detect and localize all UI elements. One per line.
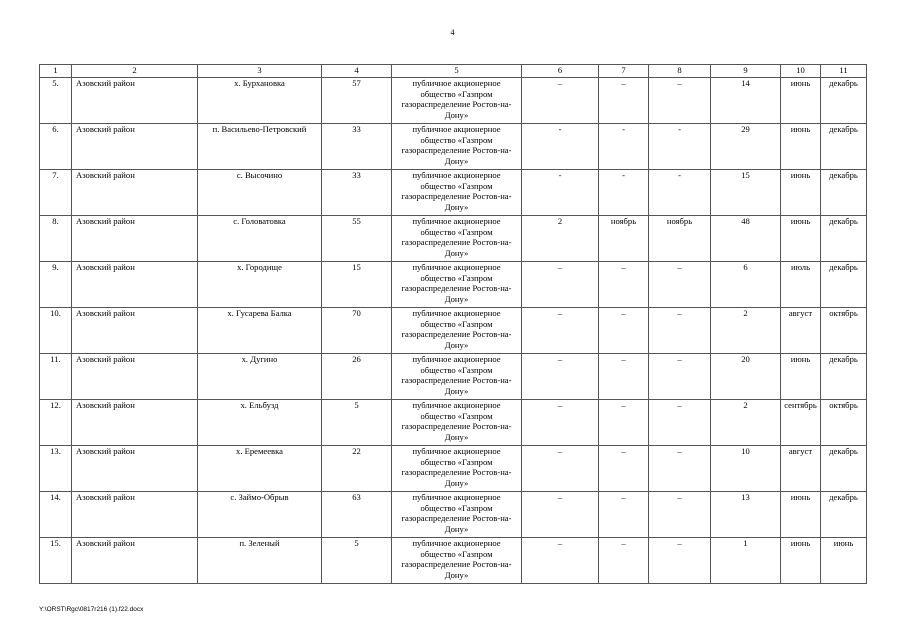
end-month-cell: декабрь [821, 124, 867, 170]
settlement-cell: с. Высочино [198, 170, 322, 216]
col9-cell: 29 [711, 124, 781, 170]
organization-cell: публичное акционерное общество «Газпром газораспределение Ростов-на-Дону» [392, 262, 522, 308]
col7-cell: – [599, 492, 649, 538]
end-month-cell: декабрь [821, 170, 867, 216]
col7-cell: – [599, 446, 649, 492]
district-cell: Азовский район [72, 308, 198, 354]
col7-cell: – [599, 354, 649, 400]
col8-cell: – [649, 78, 711, 124]
table-row [40, 170, 867, 216]
table-row [40, 216, 867, 262]
district-cell: Азовский район [72, 262, 198, 308]
settlement-cell: х. Еремеевка [198, 446, 322, 492]
start-month-cell: июнь [781, 124, 821, 170]
col9-cell: 13 [711, 492, 781, 538]
organization-cell: публичное акционерное общество «Газпром газораспределение Ростов-на-Дону» [392, 216, 522, 262]
col6-cell: – [522, 354, 599, 400]
district-cell: Азовский район [72, 354, 198, 400]
count-cell: 33 [322, 170, 392, 216]
row-number-cell: 9. [40, 262, 72, 308]
table-row [40, 538, 867, 584]
end-month-cell: декабрь [821, 446, 867, 492]
table-row [40, 262, 867, 308]
start-month-cell: июнь [781, 216, 821, 262]
end-month-cell: октябрь [821, 308, 867, 354]
district-cell: Азовский район [72, 170, 198, 216]
column-header: 8 [649, 65, 711, 78]
col7-cell: ноябрь [599, 216, 649, 262]
column-header: 6 [522, 65, 599, 78]
table-row [40, 308, 867, 354]
organization-cell: публичное акционерное общество «Газпром газораспределение Ростов-на-Дону» [392, 170, 522, 216]
count-cell: 26 [322, 354, 392, 400]
table-row [40, 446, 867, 492]
col7-cell: – [599, 78, 649, 124]
col9-cell: 2 [711, 308, 781, 354]
count-cell: 33 [322, 124, 392, 170]
organization-cell: публичное акционерное общество «Газпром газораспределение Ростов-на-Дону» [392, 78, 522, 124]
col8-cell: - [649, 124, 711, 170]
count-cell: 5 [322, 400, 392, 446]
row-number-cell: 10. [40, 308, 72, 354]
column-header: 4 [322, 65, 392, 78]
col7-cell: – [599, 400, 649, 446]
schedule-table [39, 64, 867, 584]
start-month-cell: сентябрь [781, 400, 821, 446]
organization-cell: публичное акционерное общество «Газпром газораспределение Ростов-на-Дону» [392, 354, 522, 400]
col6-cell: - [522, 124, 599, 170]
settlement-cell: п. Васильево-Петровский [198, 124, 322, 170]
start-month-cell: июнь [781, 538, 821, 584]
district-cell: Азовский район [72, 216, 198, 262]
column-header: 10 [781, 65, 821, 78]
settlement-cell: х. Гусарева Балка [198, 308, 322, 354]
district-cell: Азовский район [72, 492, 198, 538]
organization-cell: публичное акционерное общество «Газпром газораспределение Ростов-на-Дону» [392, 538, 522, 584]
column-header: 7 [599, 65, 649, 78]
col6-cell: – [522, 78, 599, 124]
page-number: 4 [450, 28, 455, 37]
settlement-cell: х. Городище [198, 262, 322, 308]
col9-cell: 15 [711, 170, 781, 216]
col9-cell: 10 [711, 446, 781, 492]
settlement-cell: с. Головатовка [198, 216, 322, 262]
count-cell: 70 [322, 308, 392, 354]
col8-cell: – [649, 538, 711, 584]
start-month-cell: август [781, 446, 821, 492]
count-cell: 22 [322, 446, 392, 492]
row-number-cell: 11. [40, 354, 72, 400]
organization-cell: публичное акционерное общество «Газпром газораспределение Ростов-на-Дону» [392, 400, 522, 446]
start-month-cell: июнь [781, 170, 821, 216]
table-row [40, 492, 867, 538]
row-number-cell: 6. [40, 124, 72, 170]
col7-cell: – [599, 308, 649, 354]
table-row [40, 78, 867, 124]
col9-cell: 6 [711, 262, 781, 308]
row-number-cell: 14. [40, 492, 72, 538]
column-header: 9 [711, 65, 781, 78]
col8-cell: – [649, 354, 711, 400]
col9-cell: 1 [711, 538, 781, 584]
start-month-cell: июнь [781, 354, 821, 400]
row-number-cell: 13. [40, 446, 72, 492]
count-cell: 55 [322, 216, 392, 262]
col8-cell: – [649, 308, 711, 354]
column-header: 5 [392, 65, 522, 78]
end-month-cell: октябрь [821, 400, 867, 446]
column-header: 2 [72, 65, 198, 78]
row-number-cell: 5. [40, 78, 72, 124]
col7-cell: - [599, 124, 649, 170]
district-cell: Азовский район [72, 78, 198, 124]
table-row [40, 354, 867, 400]
col7-cell: – [599, 262, 649, 308]
settlement-cell: х. Бурхановка [198, 78, 322, 124]
col6-cell: – [522, 538, 599, 584]
settlement-cell: п. Зеленый [198, 538, 322, 584]
col6-cell: – [522, 262, 599, 308]
column-header: 1 [40, 65, 72, 78]
column-header: 11 [821, 65, 867, 78]
row-number-cell: 8. [40, 216, 72, 262]
end-month-cell: декабрь [821, 78, 867, 124]
table-row [40, 400, 867, 446]
table-header-row [40, 65, 867, 78]
district-cell: Азовский район [72, 538, 198, 584]
col9-cell: 14 [711, 78, 781, 124]
end-month-cell: декабрь [821, 216, 867, 262]
district-cell: Азовский район [72, 124, 198, 170]
row-number-cell: 15. [40, 538, 72, 584]
start-month-cell: июнь [781, 492, 821, 538]
row-number-cell: 7. [40, 170, 72, 216]
col8-cell: – [649, 262, 711, 308]
col7-cell: – [599, 538, 649, 584]
col8-cell: – [649, 446, 711, 492]
col8-cell: – [649, 492, 711, 538]
district-cell: Азовский район [72, 446, 198, 492]
col6-cell: - [522, 170, 599, 216]
organization-cell: публичное акционерное общество «Газпром газораспределение Ростов-на-Дону» [392, 308, 522, 354]
settlement-cell: х. Ельбузд [198, 400, 322, 446]
col9-cell: 20 [711, 354, 781, 400]
col7-cell: - [599, 170, 649, 216]
col6-cell: – [522, 308, 599, 354]
count-cell: 57 [322, 78, 392, 124]
organization-cell: публичное акционерное общество «Газпром газораспределение Ростов-на-Дону» [392, 124, 522, 170]
col6-cell: – [522, 446, 599, 492]
col9-cell: 48 [711, 216, 781, 262]
end-month-cell: декабрь [821, 492, 867, 538]
col6-cell: – [522, 400, 599, 446]
table-body [40, 78, 867, 584]
start-month-cell: июнь [781, 78, 821, 124]
organization-cell: публичное акционерное общество «Газпром газораспределение Ростов-на-Дону» [392, 492, 522, 538]
col6-cell: 2 [522, 216, 599, 262]
count-cell: 63 [322, 492, 392, 538]
col8-cell: – [649, 400, 711, 446]
end-month-cell: июнь [821, 538, 867, 584]
count-cell: 5 [322, 538, 392, 584]
end-month-cell: декабрь [821, 354, 867, 400]
start-month-cell: август [781, 308, 821, 354]
col8-cell: ноябрь [649, 216, 711, 262]
col6-cell: – [522, 492, 599, 538]
table-row [40, 124, 867, 170]
organization-cell: публичное акционерное общество «Газпром газораспределение Ростов-на-Дону» [392, 446, 522, 492]
district-cell: Азовский район [72, 400, 198, 446]
settlement-cell: х. Дугино [198, 354, 322, 400]
end-month-cell: декабрь [821, 262, 867, 308]
row-number-cell: 12. [40, 400, 72, 446]
col9-cell: 2 [711, 400, 781, 446]
file-path-footer: Y:\ORST\Rgc\0817r216 (1).f22.docx [39, 606, 144, 613]
settlement-cell: с. Займо-Обрыв [198, 492, 322, 538]
count-cell: 15 [322, 262, 392, 308]
start-month-cell: июль [781, 262, 821, 308]
col8-cell: - [649, 170, 711, 216]
column-header: 3 [198, 65, 322, 78]
